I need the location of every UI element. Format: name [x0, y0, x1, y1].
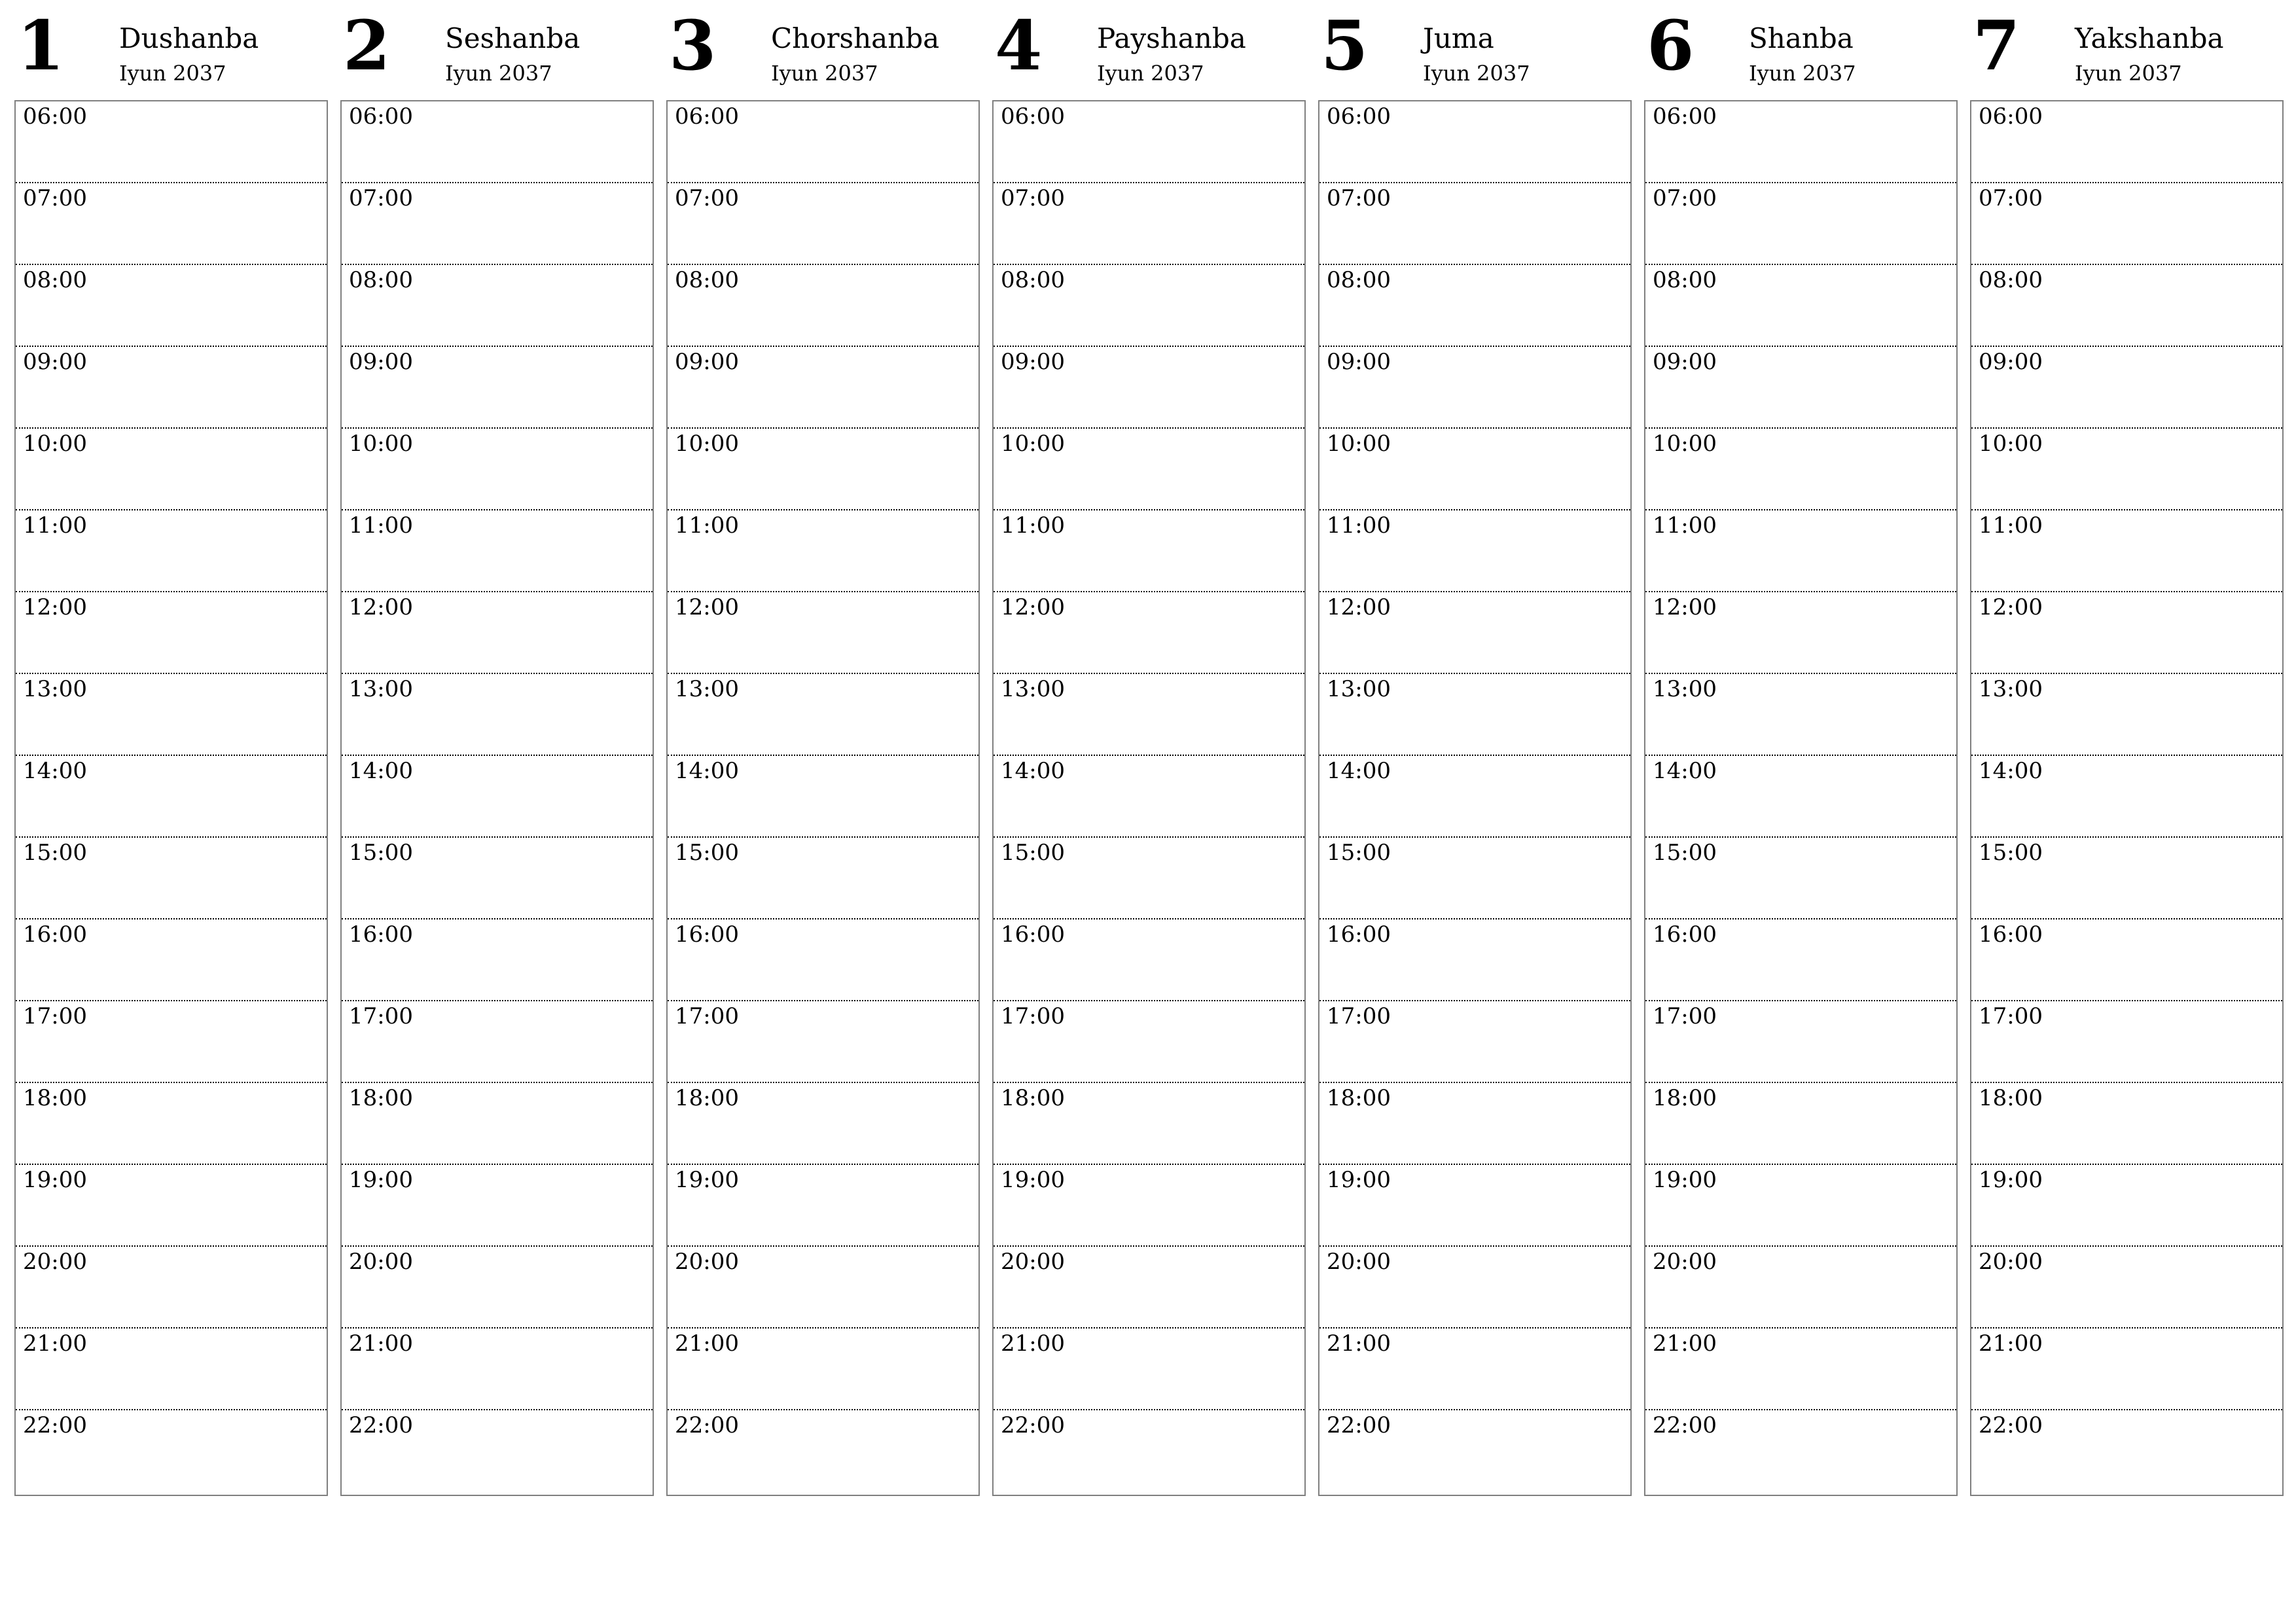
time-slot[interactable]	[16, 1410, 327, 1492]
time-slot-label: 07:00	[1653, 185, 1717, 211]
day-month-year: Iyun 2037	[1097, 61, 1204, 86]
time-slot-label: 22:00	[675, 1412, 739, 1438]
day-name: Chorshanba	[771, 22, 940, 54]
time-slot-label: 18:00	[675, 1085, 739, 1111]
time-slot[interactable]	[1319, 265, 1630, 347]
time-slot[interactable]	[994, 1083, 1304, 1165]
time-slot-label: 20:00	[1001, 1249, 1065, 1275]
time-slot-label: 17:00	[349, 1003, 413, 1029]
time-slot-label: 08:00	[1979, 267, 2043, 293]
time-slot[interactable]	[1319, 756, 1630, 838]
time-slot-label: 08:00	[1653, 267, 1717, 293]
time-slot[interactable]	[994, 183, 1304, 265]
time-slot-label: 18:00	[1001, 1085, 1065, 1111]
time-slot[interactable]	[1645, 756, 1956, 838]
time-slot-label: 12:00	[1653, 594, 1717, 620]
time-slot[interactable]	[1319, 674, 1630, 756]
time-slot[interactable]	[994, 1410, 1304, 1492]
time-slot[interactable]	[16, 756, 327, 838]
day-column	[14, 0, 328, 1505]
time-slot[interactable]	[1971, 1410, 2282, 1492]
time-slot-label: 18:00	[1653, 1085, 1717, 1111]
time-slot-label: 19:00	[23, 1167, 87, 1193]
time-slot-label: 16:00	[1653, 921, 1717, 948]
time-slot-label: 08:00	[349, 267, 413, 293]
time-slot[interactable]	[668, 265, 978, 347]
time-slot[interactable]	[16, 429, 327, 510]
time-slot-label: 18:00	[1979, 1085, 2043, 1111]
time-slot[interactable]	[1971, 838, 2282, 919]
time-slot[interactable]	[342, 347, 653, 429]
time-slot-label: 15:00	[1327, 840, 1391, 866]
time-slot[interactable]	[16, 1165, 327, 1247]
time-slot[interactable]	[1645, 1165, 1956, 1247]
time-slot[interactable]	[1645, 347, 1956, 429]
hours-box	[1644, 100, 1958, 1496]
time-slot-label: 09:00	[675, 349, 739, 375]
time-slot[interactable]	[994, 756, 1304, 838]
time-slot-label: 22:00	[1001, 1412, 1065, 1438]
day-name: Seshanba	[445, 22, 581, 54]
time-slot[interactable]	[994, 347, 1304, 429]
time-slot[interactable]	[342, 1410, 653, 1492]
time-slot[interactable]	[16, 674, 327, 756]
time-slot[interactable]	[342, 1247, 653, 1329]
time-slot[interactable]	[1319, 1247, 1630, 1329]
time-slot[interactable]	[16, 347, 327, 429]
time-slot-label: 09:00	[1653, 349, 1717, 375]
time-slot-label: 16:00	[675, 921, 739, 948]
time-slot[interactable]	[1971, 101, 2282, 183]
time-slot[interactable]	[1645, 919, 1956, 1001]
time-slot[interactable]	[668, 1001, 978, 1083]
time-slot[interactable]	[342, 429, 653, 510]
time-slot[interactable]	[668, 756, 978, 838]
day-column	[1318, 0, 1632, 1505]
time-slot[interactable]	[342, 183, 653, 265]
time-slot-label: 06:00	[1979, 103, 2043, 130]
hours-box	[666, 100, 980, 1496]
time-slot-label: 12:00	[1327, 594, 1391, 620]
time-slot-label: 12:00	[1001, 594, 1065, 620]
time-slot-label: 11:00	[1653, 512, 1717, 539]
day-number: 6	[1647, 5, 1695, 86]
time-slot[interactable]	[16, 101, 327, 183]
time-slot[interactable]	[994, 1165, 1304, 1247]
time-slot-label: 10:00	[349, 431, 413, 457]
time-slot[interactable]	[1971, 1165, 2282, 1247]
day-month-year: Iyun 2037	[2075, 61, 2182, 86]
time-slot-label: 15:00	[1979, 840, 2043, 866]
time-slot-label: 13:00	[1653, 676, 1717, 702]
time-slot-label: 08:00	[1327, 267, 1391, 293]
day-month-year: Iyun 2037	[1749, 61, 1856, 86]
time-slot[interactable]	[994, 592, 1304, 674]
time-slot-label: 10:00	[1001, 431, 1065, 457]
time-slot-label: 13:00	[1327, 676, 1391, 702]
time-slot[interactable]	[1645, 265, 1956, 347]
time-slot-label: 14:00	[1979, 758, 2043, 784]
time-slot[interactable]	[16, 919, 327, 1001]
time-slot[interactable]	[1319, 1165, 1630, 1247]
time-slot-label: 17:00	[675, 1003, 739, 1029]
hours-box	[992, 100, 1306, 1496]
time-slot-label: 15:00	[349, 840, 413, 866]
time-slot[interactable]	[16, 183, 327, 265]
time-slot-label: 11:00	[675, 512, 739, 539]
time-slot-label: 12:00	[349, 594, 413, 620]
time-slot-label: 09:00	[349, 349, 413, 375]
time-slot-label: 19:00	[349, 1167, 413, 1193]
time-slot[interactable]	[994, 429, 1304, 510]
time-slot[interactable]	[994, 838, 1304, 919]
time-slot[interactable]	[1971, 1001, 2282, 1083]
time-slot[interactable]	[1645, 1001, 1956, 1083]
time-slot[interactable]	[16, 1083, 327, 1165]
day-column	[1644, 0, 1958, 1505]
time-slot[interactable]	[994, 1329, 1304, 1410]
time-slot-label: 16:00	[1979, 921, 2043, 948]
time-slot[interactable]	[668, 674, 978, 756]
time-slot[interactable]	[668, 510, 978, 592]
time-slot[interactable]	[1319, 919, 1630, 1001]
time-slot-label: 21:00	[1001, 1330, 1065, 1357]
time-slot[interactable]	[1319, 838, 1630, 919]
time-slot[interactable]	[1319, 101, 1630, 183]
time-slot-label: 22:00	[1653, 1412, 1717, 1438]
time-slot[interactable]	[994, 101, 1304, 183]
hours-box	[340, 100, 654, 1496]
time-slot-label: 15:00	[675, 840, 739, 866]
time-slot-label: 10:00	[1979, 431, 2043, 457]
day-month-year: Iyun 2037	[119, 61, 226, 86]
time-slot-label: 14:00	[23, 758, 87, 784]
day-number: 2	[343, 5, 391, 86]
time-slot[interactable]	[1645, 674, 1956, 756]
time-slot-label: 21:00	[349, 1330, 413, 1357]
time-slot[interactable]	[342, 1329, 653, 1410]
time-slot[interactable]	[1645, 1247, 1956, 1329]
time-slot[interactable]	[16, 1001, 327, 1083]
time-slot-label: 20:00	[1979, 1249, 2043, 1275]
time-slot[interactable]	[994, 919, 1304, 1001]
time-slot-label: 20:00	[675, 1249, 739, 1275]
time-slot-label: 20:00	[23, 1249, 87, 1275]
time-slot[interactable]	[668, 1165, 978, 1247]
time-slot-label: 19:00	[675, 1167, 739, 1193]
time-slot[interactable]	[342, 674, 653, 756]
day-column	[1970, 0, 2284, 1505]
time-slot-label: 06:00	[675, 103, 739, 130]
time-slot[interactable]	[1971, 1329, 2282, 1410]
time-slot-label: 19:00	[1653, 1167, 1717, 1193]
day-number: 7	[1973, 5, 2020, 86]
time-slot-label: 11:00	[23, 512, 87, 539]
time-slot[interactable]	[1645, 1410, 1956, 1492]
time-slot[interactable]	[668, 1247, 978, 1329]
time-slot-label: 09:00	[23, 349, 87, 375]
time-slot[interactable]	[668, 101, 978, 183]
time-slot-label: 22:00	[349, 1412, 413, 1438]
time-slot-label: 09:00	[1001, 349, 1065, 375]
time-slot-label: 19:00	[1327, 1167, 1391, 1193]
time-slot-label: 20:00	[1327, 1249, 1391, 1275]
time-slot-label: 21:00	[1327, 1330, 1391, 1357]
time-slot[interactable]	[1971, 1083, 2282, 1165]
time-slot[interactable]	[342, 1001, 653, 1083]
time-slot-label: 18:00	[1327, 1085, 1391, 1111]
time-slot[interactable]	[1319, 1083, 1630, 1165]
time-slot[interactable]	[16, 1247, 327, 1329]
time-slot[interactable]	[1319, 347, 1630, 429]
time-slot-label: 21:00	[675, 1330, 739, 1357]
time-slot-label: 14:00	[349, 758, 413, 784]
time-slot[interactable]	[668, 183, 978, 265]
time-slot[interactable]	[668, 429, 978, 510]
time-slot-label: 09:00	[1327, 349, 1391, 375]
time-slot[interactable]	[1645, 101, 1956, 183]
time-slot-label: 14:00	[1653, 758, 1717, 784]
day-number: 3	[669, 5, 717, 86]
time-slot-label: 14:00	[675, 758, 739, 784]
time-slot-label: 12:00	[675, 594, 739, 620]
time-slot[interactable]	[1645, 183, 1956, 265]
time-slot[interactable]	[1971, 347, 2282, 429]
time-slot[interactable]	[1971, 674, 2282, 756]
day-number: 4	[995, 5, 1043, 86]
time-slot-label: 12:00	[23, 594, 87, 620]
time-slot[interactable]	[1319, 1329, 1630, 1410]
time-slot-label: 16:00	[23, 921, 87, 948]
time-slot[interactable]	[1319, 183, 1630, 265]
time-slot-label: 15:00	[1001, 840, 1065, 866]
day-name: Dushanba	[119, 22, 259, 54]
time-slot[interactable]	[1971, 510, 2282, 592]
time-slot[interactable]	[16, 838, 327, 919]
time-slot-label: 09:00	[1979, 349, 2043, 375]
time-slot-label: 10:00	[1327, 431, 1391, 457]
time-slot[interactable]	[1645, 429, 1956, 510]
time-slot[interactable]	[1645, 1329, 1956, 1410]
time-slot-label: 11:00	[1327, 512, 1391, 539]
time-slot-label: 07:00	[23, 185, 87, 211]
time-slot[interactable]	[1971, 756, 2282, 838]
day-name: Yakshanba	[2075, 22, 2224, 54]
time-slot[interactable]	[1319, 429, 1630, 510]
day-number: 1	[17, 5, 65, 86]
time-slot[interactable]	[1971, 919, 2282, 1001]
time-slot[interactable]	[668, 838, 978, 919]
time-slot-label: 08:00	[1001, 267, 1065, 293]
time-slot[interactable]	[342, 1083, 653, 1165]
time-slot-label: 06:00	[349, 103, 413, 130]
day-column	[992, 0, 1306, 1505]
time-slot[interactable]	[994, 265, 1304, 347]
hours-box	[1970, 100, 2284, 1496]
time-slot-label: 08:00	[23, 267, 87, 293]
time-slot-label: 19:00	[1979, 1167, 2043, 1193]
time-slot[interactable]	[1971, 265, 2282, 347]
time-slot[interactable]	[1971, 183, 2282, 265]
time-slot-label: 16:00	[1001, 921, 1065, 948]
time-slot-label: 08:00	[675, 267, 739, 293]
time-slot[interactable]	[1319, 1410, 1630, 1492]
time-slot[interactable]	[1319, 510, 1630, 592]
hours-box	[1318, 100, 1632, 1496]
time-slot-label: 21:00	[1979, 1330, 2043, 1357]
day-name: Payshanba	[1097, 22, 1246, 54]
time-slot-label: 07:00	[675, 185, 739, 211]
time-slot-label: 07:00	[349, 185, 413, 211]
time-slot-label: 07:00	[1979, 185, 2043, 211]
time-slot-label: 21:00	[23, 1330, 87, 1357]
day-name: Shanba	[1749, 22, 1854, 54]
time-slot[interactable]	[342, 838, 653, 919]
time-slot[interactable]	[1645, 592, 1956, 674]
time-slot[interactable]	[994, 674, 1304, 756]
time-slot-label: 10:00	[23, 431, 87, 457]
time-slot[interactable]	[1971, 1247, 2282, 1329]
time-slot-label: 06:00	[23, 103, 87, 130]
time-slot-label: 10:00	[675, 431, 739, 457]
time-slot[interactable]	[668, 1329, 978, 1410]
time-slot[interactable]	[668, 347, 978, 429]
time-slot[interactable]	[342, 592, 653, 674]
time-slot[interactable]	[1971, 429, 2282, 510]
time-slot[interactable]	[16, 592, 327, 674]
time-slot-label: 06:00	[1653, 103, 1717, 130]
time-slot-label: 06:00	[1001, 103, 1065, 130]
time-slot-label: 15:00	[23, 840, 87, 866]
time-slot-label: 22:00	[1979, 1412, 2043, 1438]
time-slot[interactable]	[994, 1001, 1304, 1083]
time-slot-label: 17:00	[1327, 1003, 1391, 1029]
day-column	[340, 0, 654, 1505]
time-slot-label: 18:00	[23, 1085, 87, 1111]
time-slot[interactable]	[1971, 592, 2282, 674]
time-slot-label: 17:00	[1979, 1003, 2043, 1029]
day-number: 5	[1321, 5, 1369, 86]
time-slot[interactable]	[342, 1165, 653, 1247]
time-slot[interactable]	[16, 510, 327, 592]
time-slot[interactable]	[994, 510, 1304, 592]
time-slot[interactable]	[342, 101, 653, 183]
time-slot-label: 19:00	[1001, 1167, 1065, 1193]
time-slot-label: 13:00	[1001, 676, 1065, 702]
day-name: Juma	[1423, 22, 1494, 54]
time-slot-label: 22:00	[1327, 1412, 1391, 1438]
time-slot-label: 17:00	[1653, 1003, 1717, 1029]
time-slot-label: 11:00	[1979, 512, 2043, 539]
time-slot[interactable]	[668, 919, 978, 1001]
time-slot-label: 14:00	[1327, 758, 1391, 784]
time-slot-label: 16:00	[349, 921, 413, 948]
time-slot[interactable]	[1645, 510, 1956, 592]
day-month-year: Iyun 2037	[771, 61, 878, 86]
time-slot[interactable]	[1319, 1001, 1630, 1083]
time-slot[interactable]	[342, 919, 653, 1001]
time-slot-label: 21:00	[1653, 1330, 1717, 1357]
time-slot[interactable]	[342, 756, 653, 838]
time-slot[interactable]	[342, 265, 653, 347]
time-slot-label: 13:00	[675, 676, 739, 702]
time-slot-label: 22:00	[23, 1412, 87, 1438]
time-slot-label: 13:00	[349, 676, 413, 702]
time-slot-label: 17:00	[23, 1003, 87, 1029]
day-column	[666, 0, 980, 1505]
day-month-year: Iyun 2037	[1423, 61, 1530, 86]
time-slot-label: 20:00	[349, 1249, 413, 1275]
time-slot-label: 18:00	[349, 1085, 413, 1111]
time-slot-label: 17:00	[1001, 1003, 1065, 1029]
time-slot-label: 13:00	[1979, 676, 2043, 702]
time-slot-label: 13:00	[23, 676, 87, 702]
time-slot-label: 07:00	[1327, 185, 1391, 211]
day-month-year: Iyun 2037	[445, 61, 552, 86]
time-slot-label: 10:00	[1653, 431, 1717, 457]
time-slot[interactable]	[342, 510, 653, 592]
time-slot[interactable]	[1645, 838, 1956, 919]
time-slot[interactable]	[16, 265, 327, 347]
time-slot[interactable]	[668, 592, 978, 674]
hours-box	[14, 100, 328, 1496]
time-slot-label: 20:00	[1653, 1249, 1717, 1275]
time-slot-label: 11:00	[349, 512, 413, 539]
time-slot[interactable]	[1645, 1083, 1956, 1165]
time-slot-label: 06:00	[1327, 103, 1391, 130]
time-slot-label: 12:00	[1979, 594, 2043, 620]
time-slot[interactable]	[16, 1329, 327, 1410]
time-slot-label: 14:00	[1001, 758, 1065, 784]
time-slot-label: 16:00	[1327, 921, 1391, 948]
time-slot-label: 11:00	[1001, 512, 1065, 539]
time-slot[interactable]	[668, 1083, 978, 1165]
time-slot[interactable]	[668, 1410, 978, 1492]
time-slot-label: 15:00	[1653, 840, 1717, 866]
time-slot-label: 07:00	[1001, 185, 1065, 211]
time-slot[interactable]	[1319, 592, 1630, 674]
time-slot[interactable]	[994, 1247, 1304, 1329]
